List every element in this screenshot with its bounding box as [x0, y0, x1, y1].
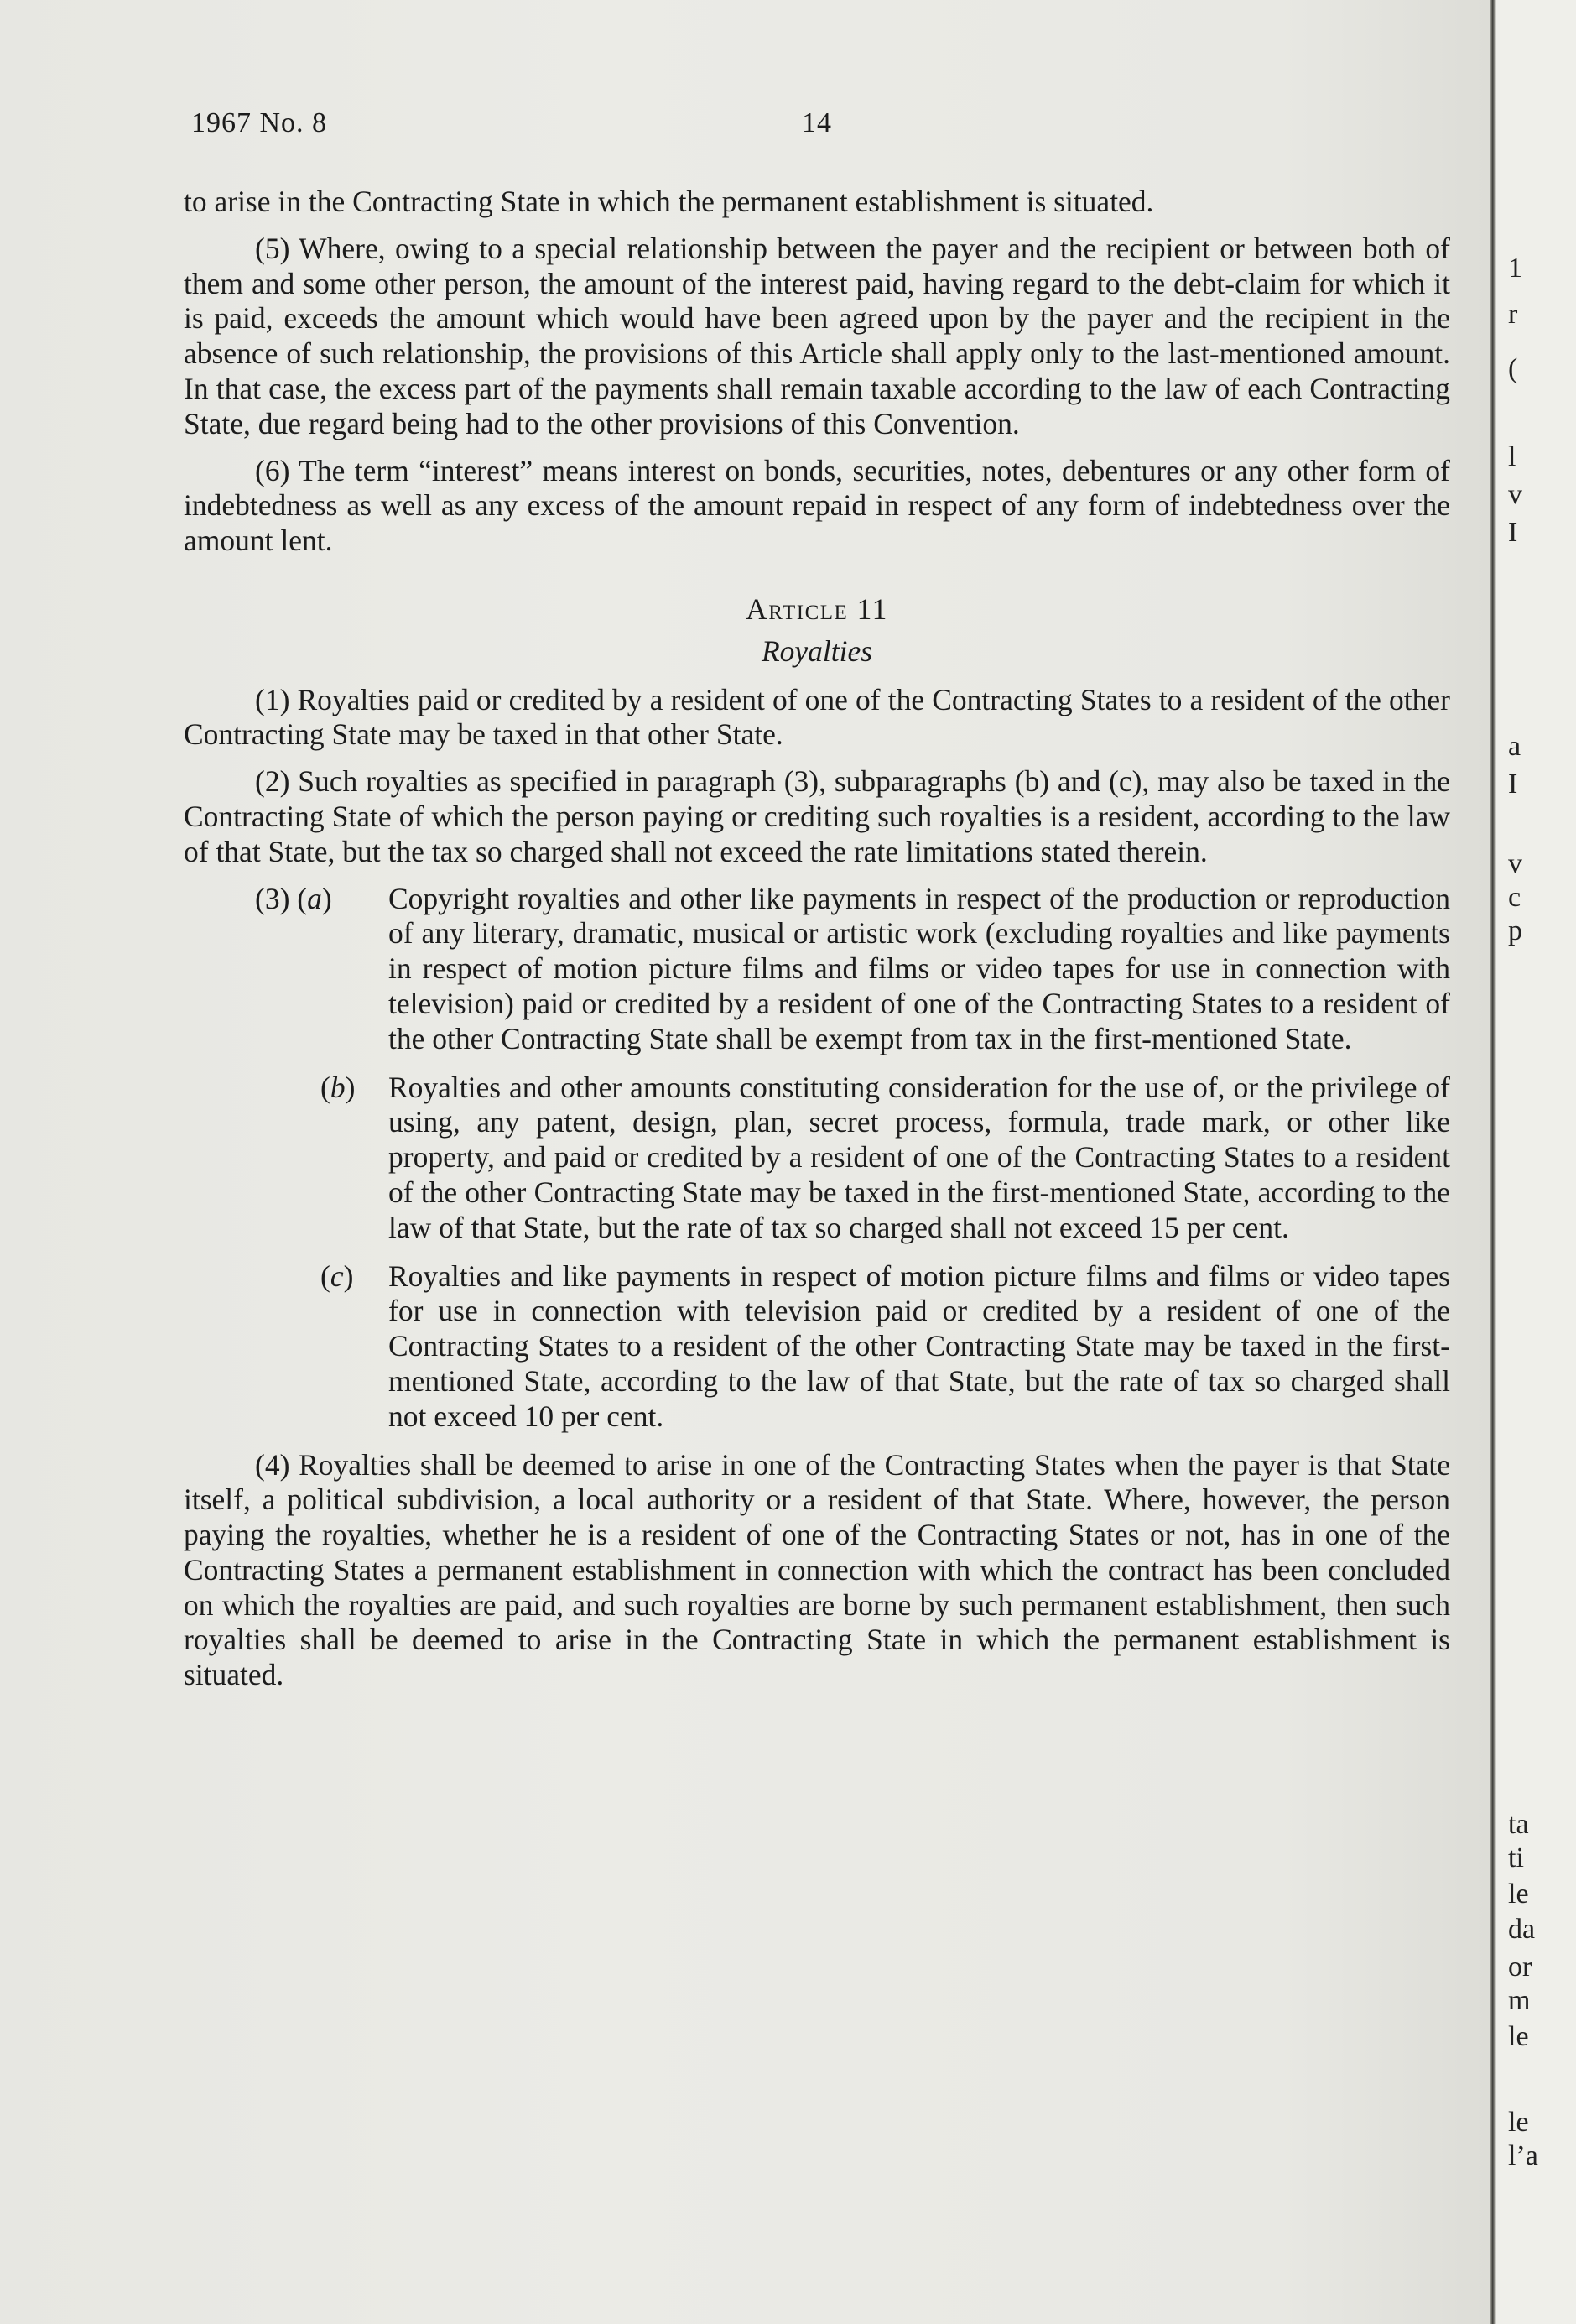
edge-glyph: a — [1508, 731, 1521, 762]
edge-glyph: le — [1508, 2021, 1529, 2052]
subparagraph-number: (3) — [255, 881, 290, 915]
edge-glyph: da — [1508, 1914, 1536, 1945]
edge-glyph: m — [1508, 1985, 1531, 2016]
royalties-paragraph-1: (1) Royalties paid or credited by a resident of one of the Contracting States to a resident of the other Contracting State may be taxed in that other State. — [184, 682, 1450, 752]
subparagraph-letter: b — [330, 1070, 346, 1104]
edge-glyph: le — [1508, 2107, 1529, 2138]
edge-glyph: v — [1508, 479, 1522, 510]
article-subheading: Royalties — [761, 633, 873, 668]
subparagraph-3c — [184, 1259, 1450, 1435]
subparagraph-letter: a — [307, 881, 322, 915]
edge-glyph: I — [1508, 517, 1518, 548]
paragraph-5: (5) Where, owing to a special relationship between the payer and the recipient or between both of them and some other person, the amount of the interest paid, having regard to the debt-claim for which it is paid, exceeds the amount which would have been agreed upon by the payer and the recipient in the absence of such relationship, the provisions of this Article shall apply only to the last-mentioned amount. In that case, the excess part of the payments shall remain taxable according to the law of each Contracting State, due regard being had to the other provisions of this Convention. — [184, 231, 1450, 440]
subparagraph-label: (b) — [320, 1070, 356, 1104]
subparagraph-label: (c) — [320, 1258, 354, 1293]
subparagraph-label: (3) (a) — [255, 881, 332, 915]
edge-glyph: c — [1508, 882, 1521, 913]
royalties-paragraph-2: (2) Such royalties as specified in paragraph (3), subparagraphs (b) and (c), may also be taxed in the Contracting State of which the person paying or crediting such royalties is a resident, according to the law of that State, but the tax so charged shall not exceed the rate limitations stated therein. — [184, 764, 1450, 868]
edge-glyph: v — [1508, 848, 1522, 879]
paragraph-6: (6) The term “interest” means interest on bonds, securities, notes, debentures or any other form of indebtedness as well as any excess of the amount repaid in respect of any form of indebtedness over the amount lent. — [184, 453, 1450, 558]
edge-glyph: l’a — [1508, 2140, 1538, 2171]
subparagraph-3b — [184, 1071, 1450, 1246]
body-text — [184, 185, 1450, 1705]
edge-glyph: ta — [1508, 1809, 1529, 1840]
royalties-paragraph-4: (4) Royalties shall be deemed to arise in one of the Contracting States when the payer is that State itself, a political subdivision, a local authority or a resident of that State. Where, however, the person paying the royalties, whether he is a resident of one of the Contracting States or not, has in one of the Contracting States a permanent establishment in connection with which the contract has been concluded on which the royalties are paid, and such royalties are borne by such permanent establishment, then such royalties shall be deemed to arise in the Contracting State in which the permanent establishment is situated. — [184, 1447, 1450, 1692]
edge-glyph: ti — [1508, 1842, 1524, 1873]
subparagraph-letter: c — [330, 1258, 344, 1293]
page-number: 14 — [802, 107, 832, 138]
edge-glyph: r — [1508, 299, 1518, 330]
publication-year-number: 1967 No. 8 — [191, 107, 328, 138]
adjacent-page-edge — [1496, 0, 1576, 2324]
subparagraph-3a — [184, 882, 1450, 1057]
edge-glyph: ( — [1508, 353, 1518, 384]
paragraph-continuation: to arise in the Contracting State in which the permanent establishment is situated. — [184, 185, 1154, 218]
subparagraph-text: Royalties and other amounts constituting consideration for the use of, or the privilege of using, any patent, design, plan, secret process, formula, trade mark, or other like property, and paid or credited by a resident of one of the Contracting States to a resident of the other Contracting State may be taxed in the first-mentioned State, according to the law of that State, but the rate of tax so charged shall not exceed 15 per cent. — [388, 1070, 1450, 1244]
page-header — [191, 107, 1416, 146]
book-gutter — [1490, 0, 1496, 2324]
subparagraph-text: Copyright royalties and other like payments in respect of the production or reproduction of any literary, dramatic, musical or artistic work (excluding royalties and like payments in respect of motion picture films and films or video tapes for use in connection with television) paid or credited by a resident of one of the Contracting States to a resident of the other Contracting State shall be exempt from tax in the first-mentioned State. — [388, 881, 1450, 1055]
subparagraph-text: Royalties and like payments in respect of motion picture films and films or video tapes for use in connection with television paid or credited by a resident of one of the Contracting States to a resident of the other Contracting State may be taxed in the first-mentioned State, according to the law of that State, but the rate of tax so charged shall not exceed 10 per cent. — [388, 1258, 1450, 1433]
edge-glyph: or — [1508, 1951, 1532, 1983]
edge-glyph: le — [1508, 1878, 1529, 1910]
edge-glyph: l — [1508, 441, 1516, 472]
edge-glyph: p — [1508, 915, 1522, 946]
article-heading: Article 11 — [746, 591, 888, 626]
edge-glyph: 1 — [1508, 253, 1522, 284]
edge-glyph: I — [1508, 769, 1518, 800]
